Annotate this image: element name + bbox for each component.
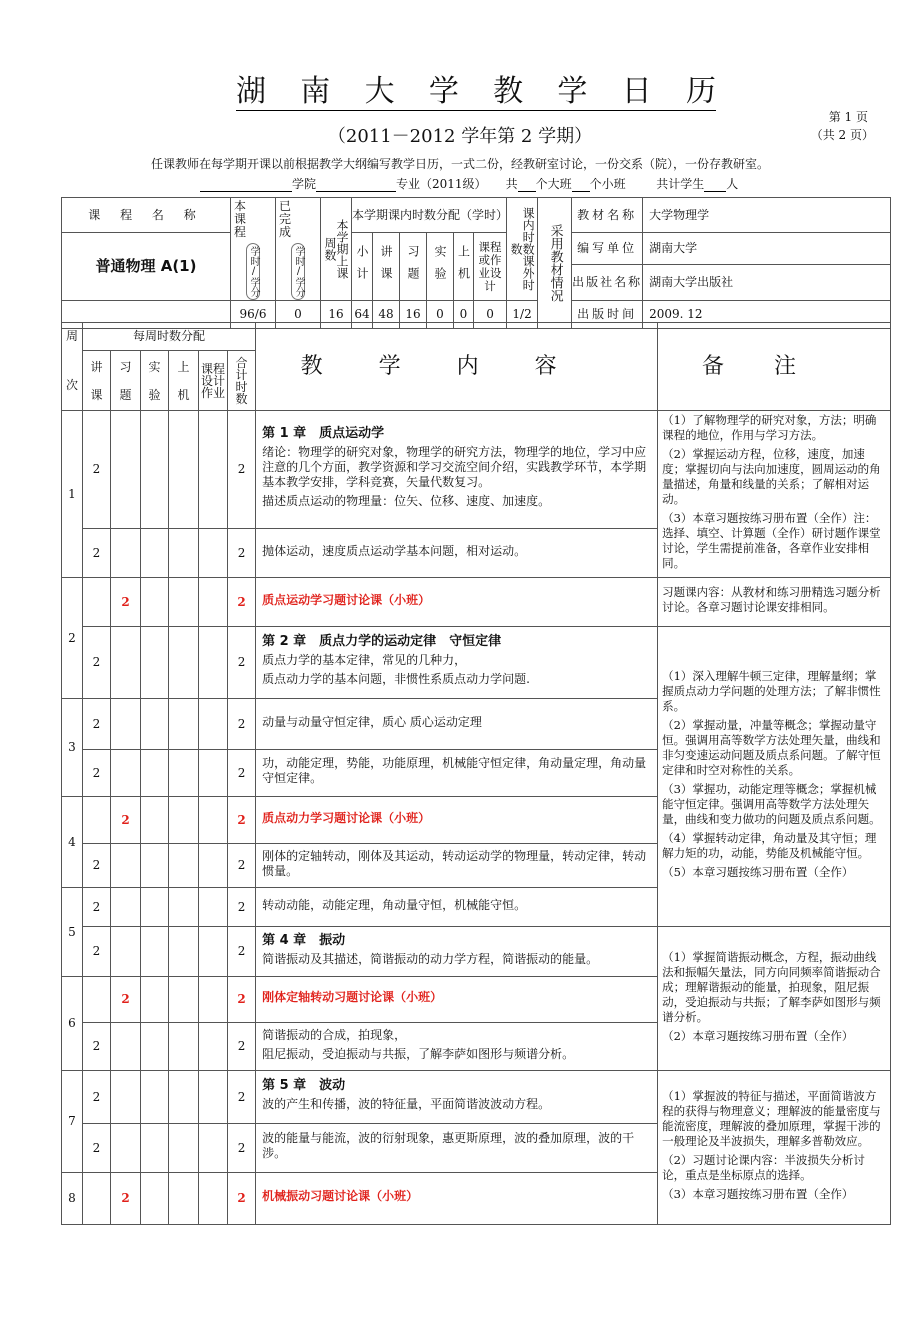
week-number: 8 — [62, 1173, 83, 1225]
content-line: 质点动力学的基本问题，非惯性系质点动力学问题. — [262, 672, 530, 686]
teaching-content — [256, 699, 658, 750]
title-char: 大 — [364, 74, 395, 109]
lab-hours — [141, 797, 169, 844]
design-hours — [199, 578, 228, 627]
content-line: 功，动能定理，势能，功能原理，机械能守恒定律，角动量定理，角动量守恒定律。 — [262, 756, 647, 785]
lab-hours — [141, 699, 169, 750]
lecture-hours — [83, 977, 111, 1023]
total-hours: 2 — [228, 750, 256, 797]
total-hours: 96/6 — [231, 301, 276, 329]
lab-hours — [141, 844, 169, 888]
lecture-hours: 2 — [83, 1124, 111, 1173]
completed-hours: 0 — [276, 301, 321, 329]
teaching-content — [256, 797, 658, 844]
remark-line: （3）本章习题按练习册布置（全作） — [662, 1187, 854, 1201]
lecture-hours: 2 — [83, 750, 111, 797]
design-hours — [199, 750, 228, 797]
exercise-hours — [111, 927, 141, 977]
computer-hours — [169, 1071, 199, 1124]
exercise-hours — [111, 699, 141, 750]
total-hours: 2 — [228, 1023, 256, 1071]
dist-col-computer: 上机 — [454, 233, 474, 301]
content-line: 质点运动学习题讨论课（小班） — [262, 592, 431, 607]
remark-line: （2）掌握运动方程，位移，速度，加速度；掌握切向与法向加速度，圆周运动的角量描述，角量和线量的关系；了解相对运动。 — [662, 447, 881, 506]
remarks-header: 备注 — [658, 323, 891, 411]
lab-hours — [141, 927, 169, 977]
week-header: 周 次 — [62, 323, 83, 411]
remarks — [658, 627, 891, 927]
week-number: 6 — [62, 977, 83, 1071]
remarks — [658, 411, 891, 578]
schedule-row — [62, 411, 891, 529]
page-total: （共 2 页） — [810, 128, 874, 142]
remark-line: （1）深入理解牛顿三定律，理解量纲；掌握质点动力学问题的处理方法；了解非惯性系。 — [662, 669, 881, 713]
remarks — [658, 578, 891, 627]
total-hours-label: 本课程 学时/学分 — [231, 198, 276, 301]
dist-col-design: 课程或作业设计 — [474, 233, 507, 301]
remark-line: （1）掌握简谐振动概念，方程，振动曲线法和振幅矢量法，同方向同频率简谐振动合成；理解谐振动的能量，拍现象，阻尼振动，受迫振动与共振；了解李萨如图形与频谱分析。 — [662, 949, 881, 1024]
computer-hours — [169, 797, 199, 844]
computer-hours — [169, 411, 199, 529]
computer-hours — [169, 578, 199, 627]
remark-line: （3）本章习题按练习册布置（全作）注：选择、填空、计算题（全作）研讨题作课堂讨论，学生需提前准备，各章作业安排相同。 — [662, 511, 881, 570]
teaching-content — [256, 411, 658, 529]
chapter-title: 第 4 章 振动 — [262, 932, 346, 948]
remarks — [658, 1071, 891, 1225]
lab-hours — [141, 529, 169, 578]
lecture-hours: 2 — [83, 1023, 111, 1071]
exercise-hours — [111, 844, 141, 888]
design-hours — [199, 844, 228, 888]
content-line: 描述质点运动的物理量：位矢、位移、速度、加速度。 — [262, 494, 551, 508]
lecture-hours — [83, 797, 111, 844]
lab-hours — [141, 750, 169, 797]
design-hours — [199, 1023, 228, 1071]
total-hours: 2 — [228, 888, 256, 927]
content-line: 绪论：物理学的研究对象，物理学的研究方法，物理学的地位，学习中应注意的几个方面，教学资源和学习交流空间介绍，实践教学环节，本学期基本教学安排，学科竞赛，矢量代数复习。 — [262, 445, 647, 489]
schedule-table — [61, 322, 891, 1225]
computer-hours — [169, 1173, 199, 1225]
title-char: 学 — [428, 74, 459, 109]
teaching-content — [256, 578, 658, 627]
design-hours — [199, 699, 228, 750]
course-name: 普通物理 A(1) — [62, 233, 231, 301]
remarks — [658, 927, 891, 1071]
teaching-content — [256, 529, 658, 578]
dist-col-subtotal: 小计 — [352, 233, 373, 301]
publisher: 湖南大学出版社 — [643, 265, 891, 301]
weekly-dist-header: 每周时数分配 — [83, 323, 256, 351]
computer-hours — [169, 977, 199, 1023]
lab-hours — [141, 1173, 169, 1225]
lecture-hours: 48 — [373, 301, 400, 329]
remark-line: （2）掌握动量，冲量等概念；掌握动量守恒。强调用高等数学方法处理矢量，曲线和非匀变速运动问题及质点系问题。了解守恒定律和时空对称性的关系。 — [662, 718, 881, 777]
semester: （2011－2012 学年第 2 学期） — [327, 126, 593, 147]
week-number: 1 — [62, 411, 83, 578]
lecture-hours: 2 — [83, 529, 111, 578]
lecture-hours: 2 — [83, 699, 111, 750]
exercise-hours — [111, 627, 141, 699]
content-line: 波的产生和传播，波的特征量，平面简谐波波动方程。 — [262, 1097, 551, 1111]
exercise-hours — [111, 411, 141, 529]
total-hours: 2 — [228, 844, 256, 888]
teaching-content — [256, 1023, 658, 1071]
publisher-label: 出版社名称 — [572, 265, 643, 301]
teaching-content — [256, 1173, 658, 1225]
form-line: 学院 专业（2011级） 共 个大班 个小班 共计学生 人 — [200, 175, 738, 192]
lab-hours — [141, 627, 169, 699]
instruction: 任课教师在每学期开课以前根据教学大纲编写教学日历，一式二份，经教研室讨论，一份交系（院），一份存教研室。 — [150, 157, 769, 171]
title-char: 日 — [621, 74, 652, 109]
content-line: 质点力学的基本定律，常见的几种力， — [262, 653, 467, 667]
exercise-hours: 2 — [111, 797, 141, 844]
lecture-hours: 2 — [83, 411, 111, 529]
remark-line: 习题课内容：从教材和练习册精选习题分析讨论。各章习题讨论课安排相同。 — [662, 585, 881, 614]
remark-line: （2）习题讨论课内容：半波损失分析讨论，重点是坐标原点的选择。 — [662, 1153, 865, 1182]
chapter-title: 第 1 章 质点运动学 — [262, 426, 385, 441]
teaching-content — [256, 627, 658, 699]
content-line: 刚体定轴转动习题讨论课（小班） — [262, 990, 443, 1004]
exercise-hours: 2 — [111, 1173, 141, 1225]
total-hours: 2 — [228, 627, 256, 699]
teaching-content — [256, 1124, 658, 1173]
computer-hours — [169, 529, 199, 578]
content-line: 刚体的定轴转动，刚体及其运动，转动运动学的物理量，转动定律，转动惯量。 — [262, 848, 647, 878]
computer-hours — [169, 627, 199, 699]
content-line: 阻尼振动，受迫振动与共振，了解李萨如图形与频谱分析。 — [262, 1046, 575, 1061]
exercise-hours: 2 — [111, 977, 141, 1023]
computer-hours — [169, 699, 199, 750]
design-hours: 0 — [474, 301, 507, 329]
total-hours: 2 — [228, 797, 256, 844]
schedule-row — [62, 627, 891, 699]
dist-col-exercise: 习题 — [400, 233, 427, 301]
week-number: 5 — [62, 888, 83, 977]
total-hours: 2 — [228, 1124, 256, 1173]
pub-date: 2009. 12 — [643, 301, 891, 329]
extra-hours: 1/2 — [507, 301, 538, 329]
content-line: 抛体运动，速度质点运动学基本问题，相对运动。 — [262, 543, 527, 558]
lecture-hours: 2 — [83, 888, 111, 927]
total-hours: 2 — [228, 1173, 256, 1225]
lecture-hours: 2 — [83, 627, 111, 699]
exercise-hours: 16 — [400, 301, 427, 329]
title-char: 学 — [557, 74, 588, 109]
remark-line: （4）掌握转动定律，角动量及其守恒；理解力矩的功，动能，势能及机械能守恒。 — [662, 831, 877, 860]
col-total: 合计时数 — [228, 351, 256, 411]
title-char: 南 — [300, 74, 331, 109]
lecture-hours: 2 — [83, 844, 111, 888]
total-hours: 2 — [228, 927, 256, 977]
design-hours — [199, 1124, 228, 1173]
design-hours — [199, 888, 228, 927]
week-number: 3 — [62, 699, 83, 797]
col-lecture: 讲课 — [83, 351, 111, 411]
total-hours: 2 — [228, 578, 256, 627]
lab-hours — [141, 888, 169, 927]
lab-hours — [141, 1071, 169, 1124]
extra-hours-label: 课内时数课外时数 — [507, 198, 538, 301]
remark-line: （1）了解物理学的研究对象，方法；明确课程的地位，作用与学习方法。 — [662, 413, 877, 442]
exercise-hours — [111, 888, 141, 927]
design-hours — [199, 627, 228, 699]
textbook-name: 大学物理学 — [643, 198, 891, 233]
chapter-title: 第 5 章 波动 — [262, 1078, 346, 1093]
week-number: 7 — [62, 1071, 83, 1173]
schedule-row — [62, 1071, 891, 1124]
computer-hours — [169, 888, 199, 927]
lecture-hours: 2 — [83, 1071, 111, 1124]
title-char: 湖 — [236, 74, 266, 109]
design-hours — [199, 977, 228, 1023]
design-hours — [199, 411, 228, 529]
content-header: 教学内容 — [256, 323, 658, 411]
lab-hours — [141, 1023, 169, 1071]
col-design: 课程设计作业 — [199, 351, 228, 411]
remark-line: （1）掌握波的特征与描述，平面简谐波方程的获得与物理意义；理解波的能量密度与能流密度，理解波的叠加原理，掌握干涉的一般理论及半波损失，理解多普勒效应。 — [662, 1089, 881, 1148]
content-line: 转动动能，动能定理，角动量守恒，机械能守恒。 — [262, 897, 527, 912]
subtotal: 64 — [352, 301, 373, 329]
lab-hours — [141, 411, 169, 529]
week-number: 4 — [62, 797, 83, 888]
computer-hours: 0 — [454, 301, 474, 329]
exercise-hours — [111, 1124, 141, 1173]
teaching-content — [256, 888, 658, 927]
teaching-content — [256, 927, 658, 977]
textbook-name-label: 教材名称 — [572, 198, 643, 233]
content-line: 波的能量与能流，波的衍射现象，惠更斯原理，波的叠加原理，波的干涉。 — [262, 1131, 635, 1160]
exercise-hours: 2 — [111, 578, 141, 627]
completed-label: 已完成 学时/学分 — [276, 198, 321, 301]
chapter-title: 第 2 章 质点力学的运动定律 守恒定律 — [262, 634, 502, 649]
weeks-label: 本学期上课周数 — [321, 198, 352, 301]
total-hours: 2 — [228, 529, 256, 578]
title-char: 历 — [685, 74, 716, 109]
content-line: 质点动力学习题讨论课（小班） — [262, 810, 431, 825]
course-info-table — [61, 197, 891, 329]
remark-line: （5）本章习题按练习册布置（全作） — [662, 865, 854, 879]
total-hours: 2 — [228, 1071, 256, 1124]
computer-hours — [169, 750, 199, 797]
exercise-hours — [111, 1023, 141, 1071]
total-hours: 2 — [228, 411, 256, 529]
lecture-hours — [83, 578, 111, 627]
schedule-row — [62, 578, 891, 627]
weeks: 16 — [321, 301, 352, 329]
teaching-content — [256, 750, 658, 797]
lecture-hours: 2 — [83, 927, 111, 977]
teaching-content — [256, 977, 658, 1023]
col-computer: 上机 — [169, 351, 199, 411]
lab-hours: 0 — [427, 301, 454, 329]
content-line: 机械振动习题讨论课（小班） — [262, 1189, 419, 1203]
computer-hours — [169, 1023, 199, 1071]
teaching-content — [256, 844, 658, 888]
lab-hours — [141, 578, 169, 627]
computer-hours — [169, 927, 199, 977]
computer-hours — [169, 1124, 199, 1173]
design-hours — [199, 927, 228, 977]
title-char: 教 — [493, 74, 524, 109]
remark-line: （2）本章习题按练习册布置（全作） — [662, 1028, 854, 1043]
design-hours — [199, 529, 228, 578]
author-unit: 湖南大学 — [643, 233, 891, 265]
computer-hours — [169, 844, 199, 888]
remark-line: （3）掌握功，动能定理等概念；掌握机械能守恒定律。强调用高等数学方法处理矢量，曲线和变力做功的问题及质点系问题。 — [662, 782, 881, 826]
design-hours — [199, 1071, 228, 1124]
dist-col-lecture: 讲课 — [373, 233, 400, 301]
pub-date-label: 出版时间 — [572, 301, 643, 329]
design-hours — [199, 797, 228, 844]
total-hours: 2 — [228, 977, 256, 1023]
week-number: 2 — [62, 578, 83, 699]
exercise-hours — [111, 750, 141, 797]
author-unit-label: 编写单位 — [572, 233, 643, 265]
page-number: 第 1 页 — [828, 110, 868, 124]
exercise-hours — [111, 529, 141, 578]
design-hours — [199, 1173, 228, 1225]
content-line: 动量与动量守恒定律，质心 质心运动定理 — [262, 714, 482, 729]
dist-col-lab: 实验 — [427, 233, 454, 301]
content-line: 简谐振动及其描述，简谐振动的动力学方程，简谐振动的能量。 — [262, 951, 599, 966]
lecture-hours — [83, 1173, 111, 1225]
course-name-label: 课 程 名 称 — [62, 198, 231, 233]
schedule-row — [62, 927, 891, 977]
lab-hours — [141, 977, 169, 1023]
hours-distribution-label: 本学期课内时数分配（学时） — [352, 198, 507, 233]
textbook-label: 采用教材情况 — [538, 198, 572, 329]
exercise-hours — [111, 1071, 141, 1124]
content-line: 简谐振动的合成，拍现象， — [262, 1027, 407, 1042]
col-lab: 实验 — [141, 351, 169, 411]
teaching-content — [256, 1071, 658, 1124]
col-exercise: 习题 — [111, 351, 141, 411]
lab-hours — [141, 1124, 169, 1173]
total-hours: 2 — [228, 699, 256, 750]
document-title — [236, 74, 716, 111]
